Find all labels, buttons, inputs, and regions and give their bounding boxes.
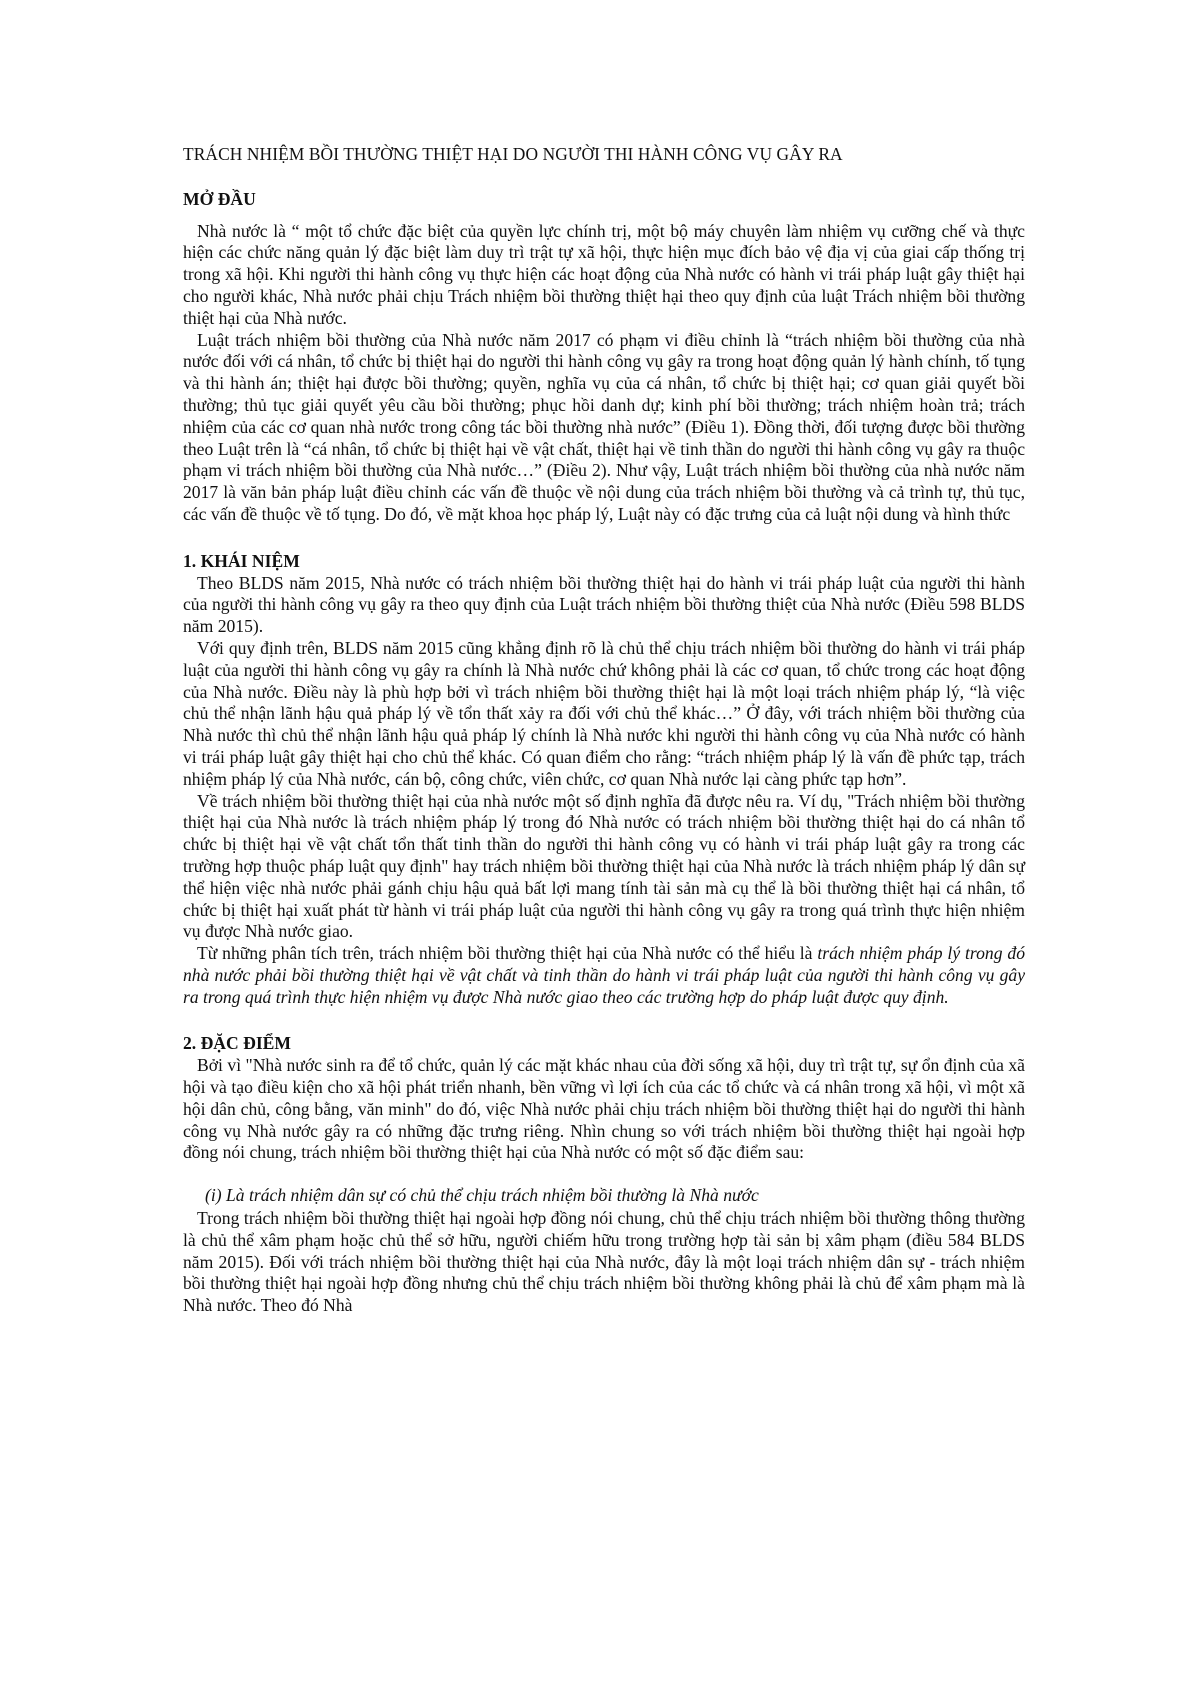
- definition-italic-text: trách nhiệm pháp lý trong đó nhà nước phải bồi thường thiệt hại về vật chất và tinh thần do hành vi trái pháp luật của người thi hành công vụ gây ra trong quá trình thực hiện nhiệm vụ được Nhà nước giao theo các trường hợp do pháp luật được quy định.: [183, 943, 1025, 1007]
- section-1-heading: 1. KHÁI NIỆM: [183, 550, 300, 571]
- definition-lead-text: Từ những phân tích trên, trách nhiệm bồi thường thiệt hại của Nhà nước có thể hiểu là: [197, 943, 818, 964]
- section-1-paragraph-4: [183, 943, 1025, 1008]
- intro-heading: MỞ ĐẦU: [183, 188, 256, 209]
- intro-paragraph-1: Nhà nước là “ một tổ chức đặc biệt của quyền lực chính trị, một bộ máy chuyên làm nhiệm vụ cưỡng chế và thực hiện các chức năng quản lý đặc biệt làm duy trì trật tự xã hội, thực hiện mục đích bảo vệ địa vị của giai cấp thống trị trong xã hội. Khi người thi hành công vụ thực hiện các hoạt động của Nhà nước có hành vi trái pháp luật gây thiệt hại cho người khác, Nhà nước phải chịu Trách nhiệm bồi thường thiệt hại theo quy định của luật Trách nhiệm bồi thường thiệt hại của Nhà nước.: [183, 220, 1025, 328]
- section-2-subheading-1: (i) Là trách nhiệm dân sự có chủ thể chịu trách nhiệm bồi thường là Nhà nước: [205, 1185, 759, 1206]
- section-1-paragraph-3: Về trách nhiệm bồi thường thiệt hại của nhà nước một số định nghĩa đã được nêu ra. Ví dụ, "Trách nhiệm bồi thường thiệt hại của Nhà nước là trách nhiệm pháp lý trong đó Nhà nước có trách nhiệm bồi thường thiệt hại do cá nhân tổ chức bị thiệt hại về vật chất tổn thất tinh thần do người thi hành công vụ có hành vi trái pháp luật gây ra trong các trường hợp thuộc pháp luật quy định" hay trách nhiệm bồi thường thiệt hại của Nhà nước là trách nhiệm pháp lý dân sự thể hiện việc nhà nước phải gánh chịu hậu quả bất lợi mang tính tài sản mà cụ thể là bồi thường thiệt hại cá nhân, tổ chức bị thiệt hại xuất phát từ hành vi trái pháp luật của người thi hành công vụ gây ra trong quá trình thực hiện nhiệm vụ được Nhà nước giao.: [183, 790, 1025, 942]
- section-1-paragraph-1: Theo BLDS năm 2015, Nhà nước có trách nhiệm bồi thường thiệt hại do hành vi trái pháp luật của người thi hành của người thi hành công vụ gây ra theo quy định của Luật trách nhiệm bồi thường thiệt của Nhà nước (Điều 598 BLDS năm 2015).: [183, 572, 1025, 637]
- section-1-paragraph-2: Với quy định trên, BLDS năm 2015 cũng khẳng định rõ là chủ thể chịu trách nhiệm bồi thường do hành vi trái pháp luật của người thi hành công vụ gây ra chính là Nhà nước chứ không phải là các cơ quan, tổ chức trong các hoạt động của Nhà nước. Điều này là phù hợp bởi vì trách nhiệm bồi thường thiệt hại là một loại trách nhiệm pháp lý, “là việc chủ thể nhận lãnh hậu quả pháp lý về tổn thất xảy ra đối với chủ thể khác…” Ở đây, với trách nhiệm bồi thường của Nhà nước thì chủ thể nhận lãnh hậu quả pháp lý chính là Nhà nước khi người thi hành công vụ của Nhà nước có hành vi trái pháp luật gây thiệt hại cho chủ thể khác. Có quan điểm cho rằng: “trách nhiệm pháp lý là vấn đề phức tạp, trách nhiệm pháp lý của Nhà nước, cán bộ, công chức, viên chức, cơ quan Nhà nước lại càng phức tạp hơn”.: [183, 637, 1025, 789]
- section-2-heading: 2. ĐẶC ĐIỂM: [183, 1033, 292, 1054]
- section-2-paragraph-1: Bởi vì "Nhà nước sinh ra để tổ chức, quản lý các mặt khác nhau của đời sống xã hội, duy trì trật tự, sự ổn định của xã hội và tạo điều kiện cho xã hội phát triển nhanh, bền vững vì lợi ích của các tổ chức và cá nhân trong xã hội, vì một xã hội dân chủ, công bằng, văn minh" do đó, việc Nhà nước phải chịu trách nhiệm bồi thường thiệt hại do người thi hành công vụ Nhà nước gây ra có những đặc trưng riêng. Nhìn chung so với trách nhiệm bồi thường thiệt hại ngoài hợp đồng nói chung, trách nhiệm bồi thường thiệt hại của Nhà nước có một số đặc điểm sau:: [183, 1055, 1025, 1163]
- document-page: [183, 120, 1025, 1317]
- document-title: TRÁCH NHIỆM BỒI THƯỜNG THIỆT HẠI DO NGƯỜI THI HÀNH CÔNG VỤ GÂY RA: [183, 144, 843, 164]
- intro-paragraph-2: Luật trách nhiệm bồi thường của Nhà nước năm 2017 có phạm vi điều chỉnh là “trách nhiệm bồi thường của nhà nước đối với cá nhân, tổ chức bị thiệt hại do người thi hành công vụ gây ra trong hoạt động quản lý hành chính, tố tụng và thi hành án; thiệt hại được bồi thường; quyền, nghĩa vụ của cá nhân, tổ chức bị thiệt hại; cơ quan giải quyết bồi thường; thủ tục giải quyết yêu cầu bồi thường; phục hồi danh dự; kinh phí bồi thường; trách nhiệm hoàn trả; trách nhiệm của các cơ quan nhà nước trong công tác bồi thường nhà nước” (Điều 1). Đồng thời, đối tượng được bồi thường theo Luật trên là “cá nhân, tổ chức bị thiệt hại về vật chất, thiệt hại về tinh thần do người thi hành công vụ gây ra thuộc phạm vi trách nhiệm bồi thường của Nhà nước…” (Điều 2). Như vậy, Luật trách nhiệm bồi thường của nhà nước năm 2017 là văn bản pháp luật điều chỉnh các vấn đề thuộc về nội dung của trách nhiệm bồi thường và cả trình tự, thủ tục, các vấn đề thuộc về tố tụng. Do đó, về mặt khoa học pháp lý, Luật này có đặc trưng của cả luật nội dung và hình thức: [183, 329, 1025, 524]
- section-2-paragraph-2: Trong trách nhiệm bồi thường thiệt hại ngoài hợp đồng nói chung, chủ thể chịu trách nhiệm bồi thường thông thường là chủ thể xâm phạm hoặc chủ thể sở hữu, người chiếm hữu trong trường hợp tài sản bị xâm phạm (điều 584 BLDS năm 2015). Đối với trách nhiệm bồi thường thiệt hại của Nhà nước, đây là một loại trách nhiệm dân sự - trách nhiệm bồi thường thiệt hại ngoài hợp đồng nhưng chủ thể chịu trách nhiệm bồi thường không phải là chủ để xâm phạm mà là Nhà nước. Theo đó Nhà: [183, 1208, 1025, 1316]
